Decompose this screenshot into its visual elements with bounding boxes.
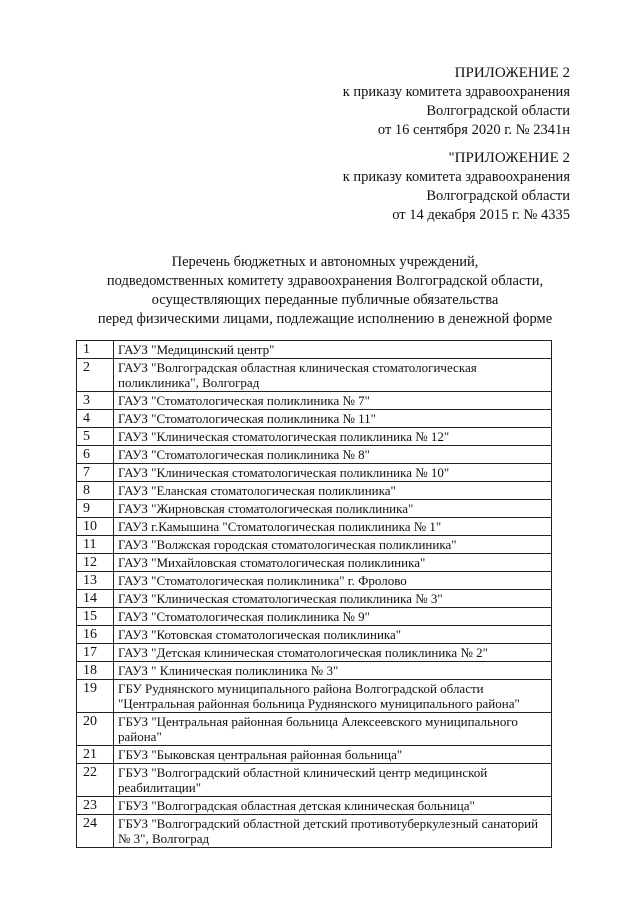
- institution-name: ГБУЗ "Волгоградская областная детская клиническая больница": [114, 797, 552, 815]
- institution-name: ГБУ Руднянского муниципального района Волгоградской области "Центральная районная больница Руднянского муниципального района": [114, 680, 552, 713]
- table-row: [77, 572, 552, 590]
- document-heading: [60, 253, 590, 329]
- institution-name: ГАУЗ "Котовская стоматологическая поликлиника": [114, 626, 552, 644]
- row-number: 9: [77, 500, 114, 518]
- table-row: [77, 644, 552, 662]
- appendix-header-previous: [343, 149, 570, 225]
- row-number: 24: [77, 815, 114, 848]
- institution-name: ГАУЗ "Михайловская стоматологическая поликлиника": [114, 554, 552, 572]
- institution-name: ГАУЗ "Детская клиническая стоматологическая поликлиника № 2": [114, 644, 552, 662]
- row-number: 10: [77, 518, 114, 536]
- appendix-line: Волгоградской области: [426, 103, 570, 119]
- row-number: 12: [77, 554, 114, 572]
- table-row: [77, 713, 552, 746]
- institution-name: ГАУЗ "Клиническая стоматологическая поликлиника № 10": [114, 464, 552, 482]
- institution-name: ГАУЗ "Медицинский центр": [114, 341, 552, 359]
- row-number: 6: [77, 446, 114, 464]
- appendix-title: ПРИЛОЖЕНИЕ 2: [454, 65, 570, 81]
- institutions-table-body: [77, 341, 552, 848]
- table-row: [77, 359, 552, 392]
- table-row: [77, 764, 552, 797]
- row-number: 8: [77, 482, 114, 500]
- table-row: [77, 536, 552, 554]
- row-number: 14: [77, 590, 114, 608]
- table-row: [77, 341, 552, 359]
- table-row: [77, 554, 552, 572]
- table-row: [77, 500, 552, 518]
- institution-name: ГБУЗ "Быковская центральная районная больница": [114, 746, 552, 764]
- appendix-order-date: от 16 сентября 2020 г. № 2341н: [377, 122, 570, 138]
- table-row: [77, 797, 552, 815]
- appendix-line: к приказу комитета здравоохранения: [342, 169, 570, 185]
- table-row: [77, 662, 552, 680]
- row-number: 22: [77, 764, 114, 797]
- table-row: [77, 482, 552, 500]
- row-number: 2: [77, 359, 114, 392]
- institution-name: ГБУЗ "Волгоградский областной клинический центр медицинской реабилитации": [114, 764, 552, 797]
- appendix-line: Волгоградской области: [426, 188, 570, 204]
- institution-name: ГАУЗ "Клиническая стоматологическая поликлиника № 3": [114, 590, 552, 608]
- row-number: 7: [77, 464, 114, 482]
- row-number: 5: [77, 428, 114, 446]
- heading-line: перед физическими лицами, подлежащие исполнению в денежной форме: [97, 311, 553, 327]
- institution-name: ГАУЗ "Волжская городская стоматологическая поликлиника": [114, 536, 552, 554]
- institution-name: ГАУЗ "Жирновская стоматологическая поликлиника": [114, 500, 552, 518]
- table-row: [77, 518, 552, 536]
- institution-name: ГАУЗ г.Камышина "Стоматологическая поликлиника № 1": [114, 518, 552, 536]
- appendix-order-date: от 14 декабря 2015 г. № 4335: [392, 207, 570, 223]
- heading-line: подведомственных комитету здравоохранения Волгоградской области,: [106, 273, 544, 289]
- heading-line: осуществляющих переданные публичные обязательства: [151, 292, 499, 308]
- table-row: [77, 428, 552, 446]
- institution-name: ГАУЗ "Стоматологическая поликлиника № 8": [114, 446, 552, 464]
- institution-name: ГАУЗ "Стоматологическая поликлиника № 11": [114, 410, 552, 428]
- row-number: 13: [77, 572, 114, 590]
- institution-name: ГАУЗ "Стоматологическая поликлиника № 9": [114, 608, 552, 626]
- row-number: 23: [77, 797, 114, 815]
- appendix-title: "ПРИЛОЖЕНИЕ 2: [448, 150, 570, 166]
- table-row: [77, 464, 552, 482]
- table-row: [77, 410, 552, 428]
- row-number: 19: [77, 680, 114, 713]
- heading-line: Перечень бюджетных и автономных учреждений,: [171, 254, 479, 270]
- table-row: [77, 815, 552, 848]
- row-number: 16: [77, 626, 114, 644]
- row-number: 11: [77, 536, 114, 554]
- row-number: 1: [77, 341, 114, 359]
- appendix-header-current: [343, 64, 570, 140]
- institution-name: ГБУЗ "Волгоградский областной детский противотуберкулезный санаторий № 3", Волгоград: [114, 815, 552, 848]
- table-row: [77, 746, 552, 764]
- row-number: 3: [77, 392, 114, 410]
- row-number: 4: [77, 410, 114, 428]
- row-number: 18: [77, 662, 114, 680]
- row-number: 17: [77, 644, 114, 662]
- institution-name: ГАУЗ "Стоматологическая поликлиника" г. Фролово: [114, 572, 552, 590]
- institution-name: ГАУЗ "Клиническая стоматологическая поликлиника № 12": [114, 428, 552, 446]
- table-row: [77, 446, 552, 464]
- institution-name: ГАУЗ "Еланская стоматологическая поликлиника": [114, 482, 552, 500]
- table-row: [77, 590, 552, 608]
- table-row: [77, 392, 552, 410]
- institution-name: ГАУЗ "Волгоградская областная клиническая стоматологическая поликлиника", Волгоград: [114, 359, 552, 392]
- table-row: [77, 608, 552, 626]
- appendix-line: к приказу комитета здравоохранения: [342, 84, 570, 100]
- row-number: 21: [77, 746, 114, 764]
- table-row: [77, 626, 552, 644]
- row-number: 15: [77, 608, 114, 626]
- institution-name: ГБУЗ "Центральная районная больница Алексеевского муниципального района": [114, 713, 552, 746]
- table-row: [77, 680, 552, 713]
- institution-name: ГАУЗ "Стоматологическая поликлиника № 7": [114, 392, 552, 410]
- institutions-table: [76, 340, 552, 848]
- institution-name: ГАУЗ " Клиническая поликлиника № 3": [114, 662, 552, 680]
- row-number: 20: [77, 713, 114, 746]
